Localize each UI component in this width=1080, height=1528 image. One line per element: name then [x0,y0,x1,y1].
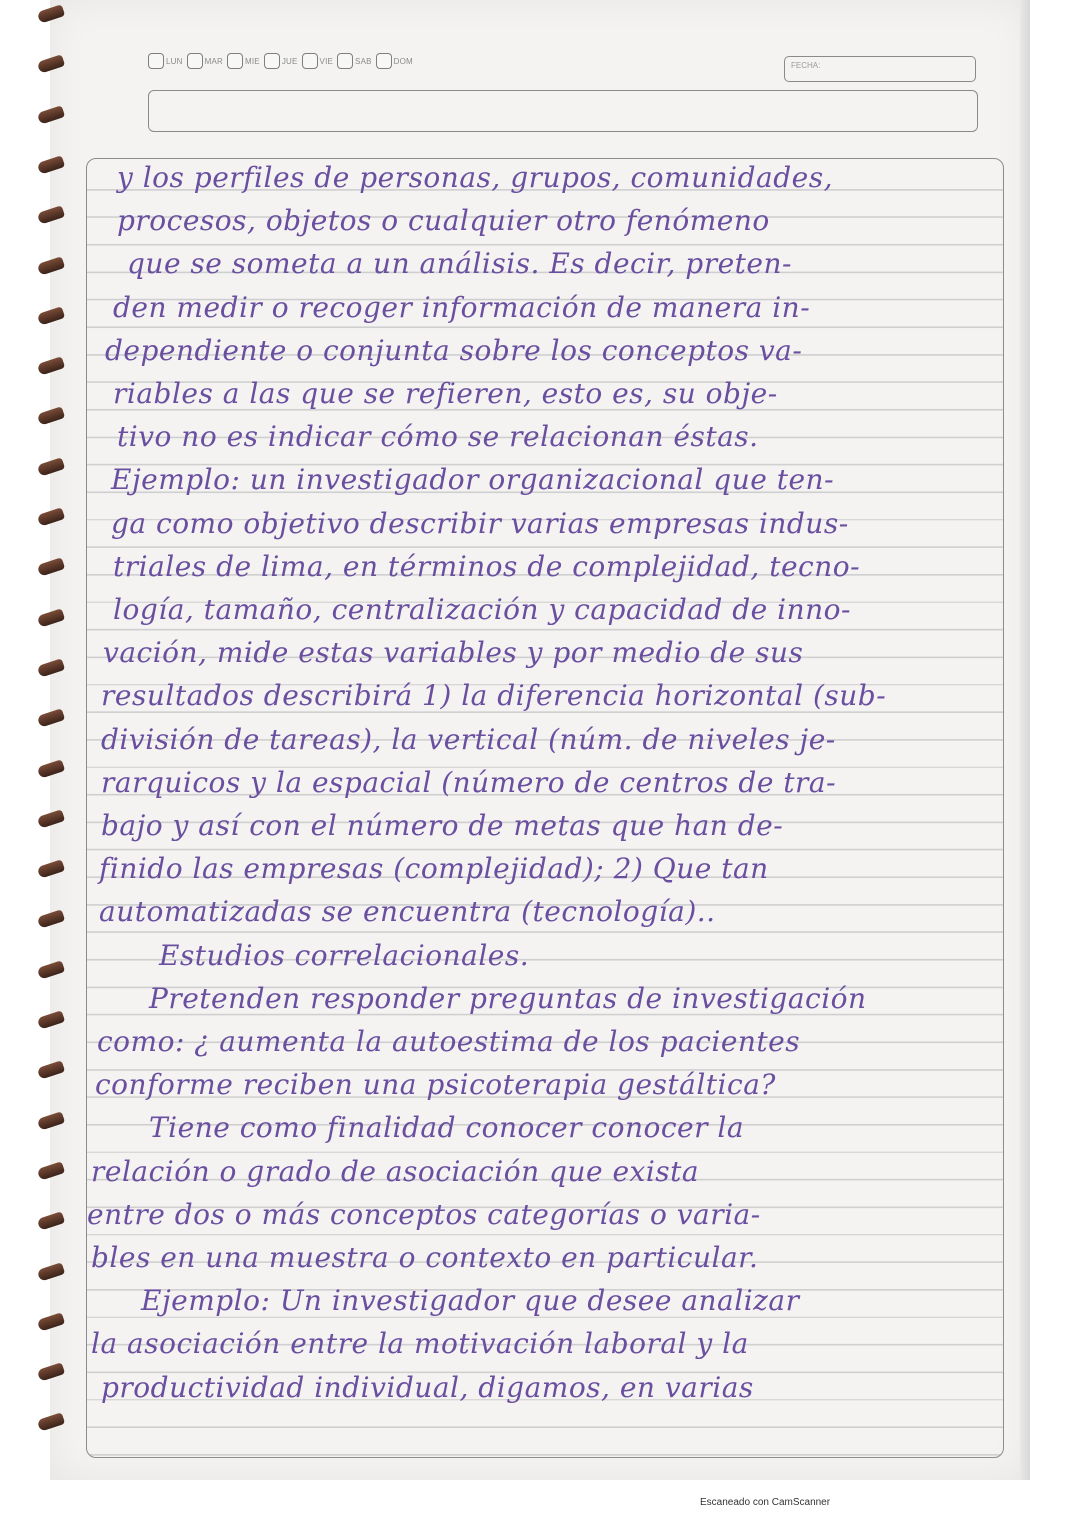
handwritten-text: automatizadas se encuentra (tecnología).. [99,895,716,929]
spiral-ring [37,205,65,224]
day-option [264,53,298,69]
day-checkbox [264,53,280,69]
handwritten-line [87,593,1003,627]
handwritten-text: división de tareas), la vertical (núm. de niveles je- [101,722,836,756]
day-option [148,53,183,69]
handwritten-line [87,507,1003,541]
handwritten-text: relación o grado de asociación que exista [91,1154,700,1188]
handwritten-text: rarquicos y la espacial (número de centros de tra- [101,765,837,799]
handwritten-text: la asociación entre la motivación laboral y la [91,1327,749,1361]
spiral-ring [37,457,65,476]
day-option [227,53,260,69]
ruled-text-area [86,158,1004,1458]
handwritten-text: Tiene como finalidad conocer conocer la [149,1111,745,1145]
handwritten-text: resultados describirá 1) la diferencia horizontal (sub- [101,679,887,713]
title-box [148,90,978,132]
spiral-ring [37,1161,65,1180]
spiral-ring [37,356,65,375]
handwritten-line [87,550,1003,584]
handwritten-text: bajo y así con el número de metas que han de- [101,809,784,842]
handwritten-line [87,809,1003,843]
day-option [376,53,413,69]
handwritten-line [87,1241,1003,1275]
handwritten-text: conforme reciben una psicoterapia gestáltica? [95,1068,776,1102]
handwritten-text: bles en una muestra o contexto en particular. [91,1241,759,1274]
spiral-ring [37,1413,65,1432]
spiral-ring [37,306,65,325]
handwritten-text: ga como objetivo describir varias empresas indus- [111,506,849,540]
handwritten-line [87,1327,1003,1361]
spiral-ring [37,1111,65,1130]
spiral-ring [37,859,65,878]
day-option [187,53,223,69]
spiral-ring [37,1312,65,1331]
spiral-ring [37,407,65,426]
spiral-binding [0,0,70,1460]
day-checkbox [337,53,353,69]
handwritten-line [87,161,1003,195]
spiral-ring [37,910,65,929]
date-field [784,56,976,82]
spiral-ring [37,1262,65,1281]
day-checkbox [227,53,243,69]
spiral-ring [37,1211,65,1230]
handwritten-text: y los perfiles de personas, grupos, comunidades, [117,161,833,194]
day-label: MAR [204,56,223,66]
spiral-ring [37,256,65,275]
handwritten-line [87,1111,1003,1145]
handwritten-text: logía, tamaño, centralización y capacidad de inno- [113,593,851,626]
handwritten-line [87,1068,1003,1102]
handwritten-text: dependiente o conjunta sobre los conceptos va- [105,333,803,367]
spiral-ring [37,759,65,778]
handwritten-line [87,247,1003,281]
handwritten-line [87,1198,1003,1232]
spiral-ring [37,155,65,174]
day-label: JUE [281,56,298,66]
day-checkbox [148,53,164,69]
day-label: DOM [393,56,413,66]
handwritten-text: procesos, objetos o cualquier otro fenómeno [117,204,770,238]
handwritten-text: Ejemplo: Un investigador que desee analizar [141,1284,800,1318]
handwritten-line [87,766,1003,800]
handwritten-text: triales de lima, en términos de complejidad, tecno- [113,549,861,583]
spiral-ring [37,105,65,124]
spiral-ring [37,558,65,577]
handwritten-text: tivo no es indicar cómo se relacionan éstas. [117,420,759,454]
handwritten-line [87,679,1003,713]
handwritten-text: como: ¿ aumenta la autoestima de los pacientes [97,1025,801,1058]
handwritten-line [87,1155,1003,1189]
spiral-ring [37,809,65,828]
day-checkbox [376,53,392,69]
handwritten-text: entre dos o más conceptos categorías o varia- [87,1197,761,1231]
handwritten-text: Estudios correlacionales. [159,938,530,972]
day-label: VIE [319,56,334,66]
day-option [302,53,334,69]
handwritten-line [87,463,1003,497]
handwritten-line [87,204,1003,238]
day-checkbox [187,53,203,69]
handwritten-line [87,852,1003,886]
day-label: LUN [166,56,183,66]
spiral-ring [37,960,65,979]
spiral-ring [37,55,65,74]
handwritten-line [87,636,1003,670]
spiral-ring [37,507,65,526]
handwritten-line [87,377,1003,411]
scanner-watermark: Escaneado con CamScanner [700,1497,831,1508]
handwritten-line [87,723,1003,757]
handwritten-text: productividad individual, digamos, en varias [101,1370,754,1404]
day-checkbox [302,53,318,69]
spiral-ring [37,658,65,677]
handwritten-line [87,291,1003,325]
handwritten-line [87,1284,1003,1318]
handwritten-text: Ejemplo: un investigador organizacional que ten- [111,463,835,497]
spiral-ring [37,4,65,23]
spiral-ring [37,608,65,627]
handwritten-line [87,334,1003,368]
spiral-ring [37,1362,65,1381]
handwritten-text: vación, mide estas variables y por medio de sus [103,636,804,670]
handwritten-line [87,420,1003,454]
handwritten-text: den medir o recoger información de manera in- [113,290,811,324]
spiral-ring [37,1061,65,1080]
weekday-selector [148,51,413,71]
handwritten-line [87,939,1003,973]
spiral-ring [37,1010,65,1029]
handwritten-text: finido las empresas (complejidad); 2) Que tan [99,852,769,886]
handwritten-line [87,982,1003,1016]
handwritten-text: Pretenden responder preguntas de investigación [149,981,867,1015]
spiral-ring [37,708,65,727]
handwritten-line [87,895,1003,929]
day-option [337,53,372,69]
handwritten-line [87,1025,1003,1059]
handwritten-text: que se someta a un análisis. Es decir, preten- [127,247,792,281]
handwritten-line [87,1371,1003,1405]
day-label: MIE [245,56,260,66]
date-field-label: FECHA: [791,61,821,70]
handwritten-text: riables a las que se refieren, esto es, su obje- [113,377,778,410]
day-label: SAB [355,56,372,66]
